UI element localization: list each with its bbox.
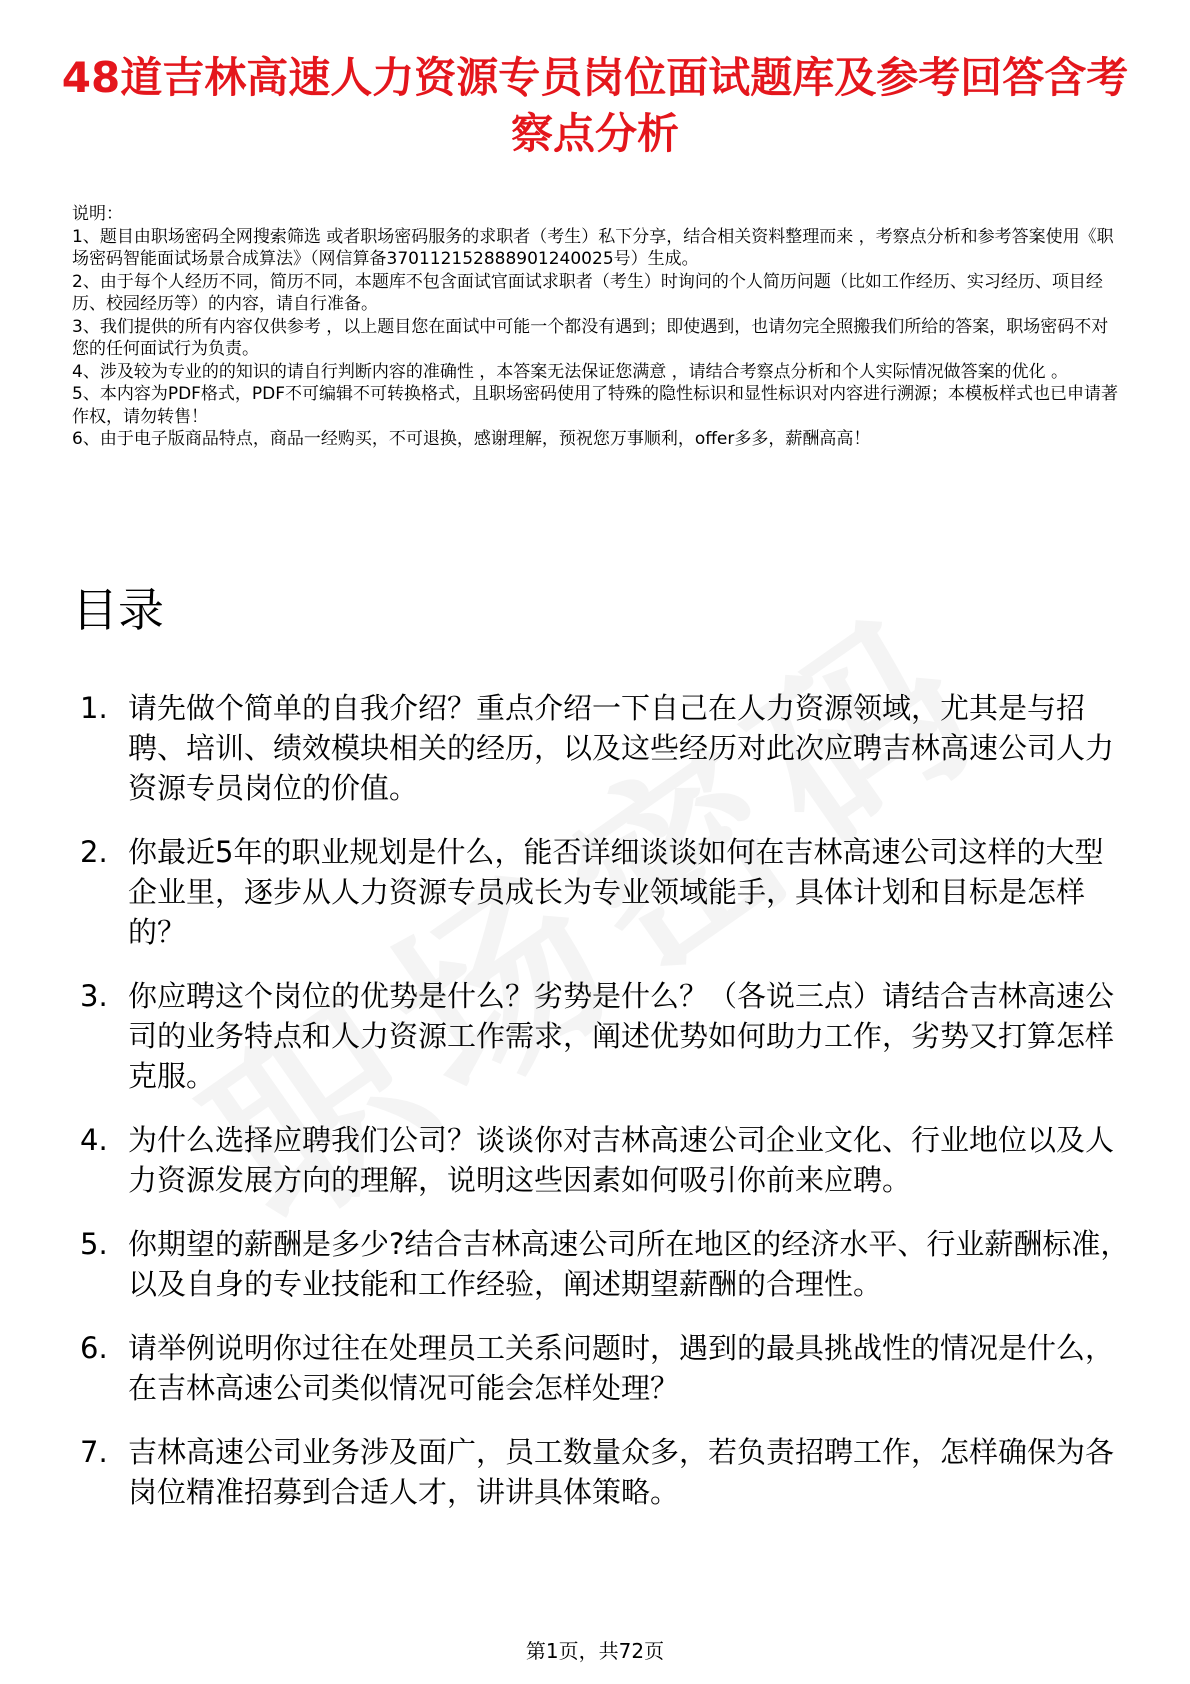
question-text: 你最近5年的职业规划是什么，能否详细谈谈如何在吉林高速公司这样的大型企业里，逐步从人力资源专员成长为专业领域能手，具体计划和目标是怎样的？ [128,835,1104,949]
question-text: 为什么选择应聘我们公司？谈谈你对吉林高速公司企业文化、行业地位以及人力资源发展方向的理解，说明这些因素如何吸引你前来应聘。 [128,1123,1115,1197]
question-number: 3. [80,979,108,1013]
note-item: 4、涉及较为专业的的知识的请自行判断内容的准确性 ，本答案无法保证您满意 ，请结合考察点分析和个人实际情况做答案的优化 。 [72,361,1069,382]
question-text: 请先做个简单的自我介绍？重点介绍一下自己在人力资源领域，尤其是与招聘、培训、绩效模块相关的经历，以及这些经历对此次应聘吉林高速公司人力资源专员岗位的价值。 [128,691,1115,805]
notes-heading: 说明： [72,204,123,224]
toc-heading: 目录 [72,583,164,637]
question-item[interactable] [72,1432,1132,1512]
page-footer: 第1页，共72页 [525,1639,665,1663]
note-item: 6、由于电子版商品特点，商品一经购买，不可退换，感谢理解，预祝您万事顺利，offer多多，薪酬高高！ [72,429,871,449]
question-item[interactable] [72,1120,1132,1200]
question-number: 1. [80,691,108,725]
note-item: 1、题目由职场密码全网搜索筛选 或者职场密码服务的求职者（考生）私下分享，结合相关资料整理而来 ，考察点分析和参考答案使用《职场密码智能面试场景合成算法》（网信算备370112152888901240025号）生成。 [72,226,1114,269]
question-list [72,688,1132,1536]
notes-section [72,203,1122,451]
note-item: 2、由于每个人经历不同，简历不同，本题库不包含面试官面试求职者（考生）时询问的个人简历问题（比如工作经历、实习经历、项目经历、校园经历等）的内容，请自行准备。 [72,271,1103,314]
question-text: 请举例说明你过往在处理员工关系问题时，遇到的最具挑战性的情况是什么，在吉林高速公司类似情况可能会怎样处理？ [128,1331,1115,1405]
question-number: 6. [80,1331,108,1365]
question-item[interactable] [72,976,1132,1096]
question-item[interactable] [72,832,1132,952]
note-item: 5、本内容为PDF格式，PDF不可编辑不可转换格式，且职场密码使用了特殊的隐性标识和显性标识对内容进行溯源；本模板样式也已申请著作权，请勿转售！ [72,384,1119,427]
question-text: 吉林高速公司业务涉及面广，员工数量众多，若负责招聘工作，怎样确保为各岗位精准招募到合适人才，讲讲具体策略。 [128,1435,1115,1509]
question-number: 7. [80,1435,108,1469]
question-number: 4. [80,1123,108,1157]
question-number: 2. [80,835,108,869]
question-text: 你期望的薪酬是多少?结合吉林高速公司所在地区的经济水平、行业薪酬标准，以及自身的专业技能和工作经验，阐述期望薪酬的合理性。 [128,1227,1130,1301]
document-title: 48道吉林高速人力资源专员岗位面试题库及参考回答含考察点分析 [61,53,1129,158]
note-item: 3、我们提供的所有内容仅供参考 ，以上题目您在面试中可能一个都没有遇到；即使遇到，也请勿完全照搬我们所给的答案，职场密码不对您的任何面试行为负责。 [72,316,1109,359]
question-item[interactable] [72,1328,1132,1408]
question-item[interactable] [72,688,1132,808]
question-number: 5. [80,1227,108,1261]
question-text: 你应聘这个岗位的优势是什么？劣势是什么？（各说三点）请结合吉林高速公司的业务特点和人力资源工作需求，阐述优势如何助力工作，劣势又打算怎样克服。 [128,979,1115,1093]
question-item[interactable] [72,1224,1132,1304]
